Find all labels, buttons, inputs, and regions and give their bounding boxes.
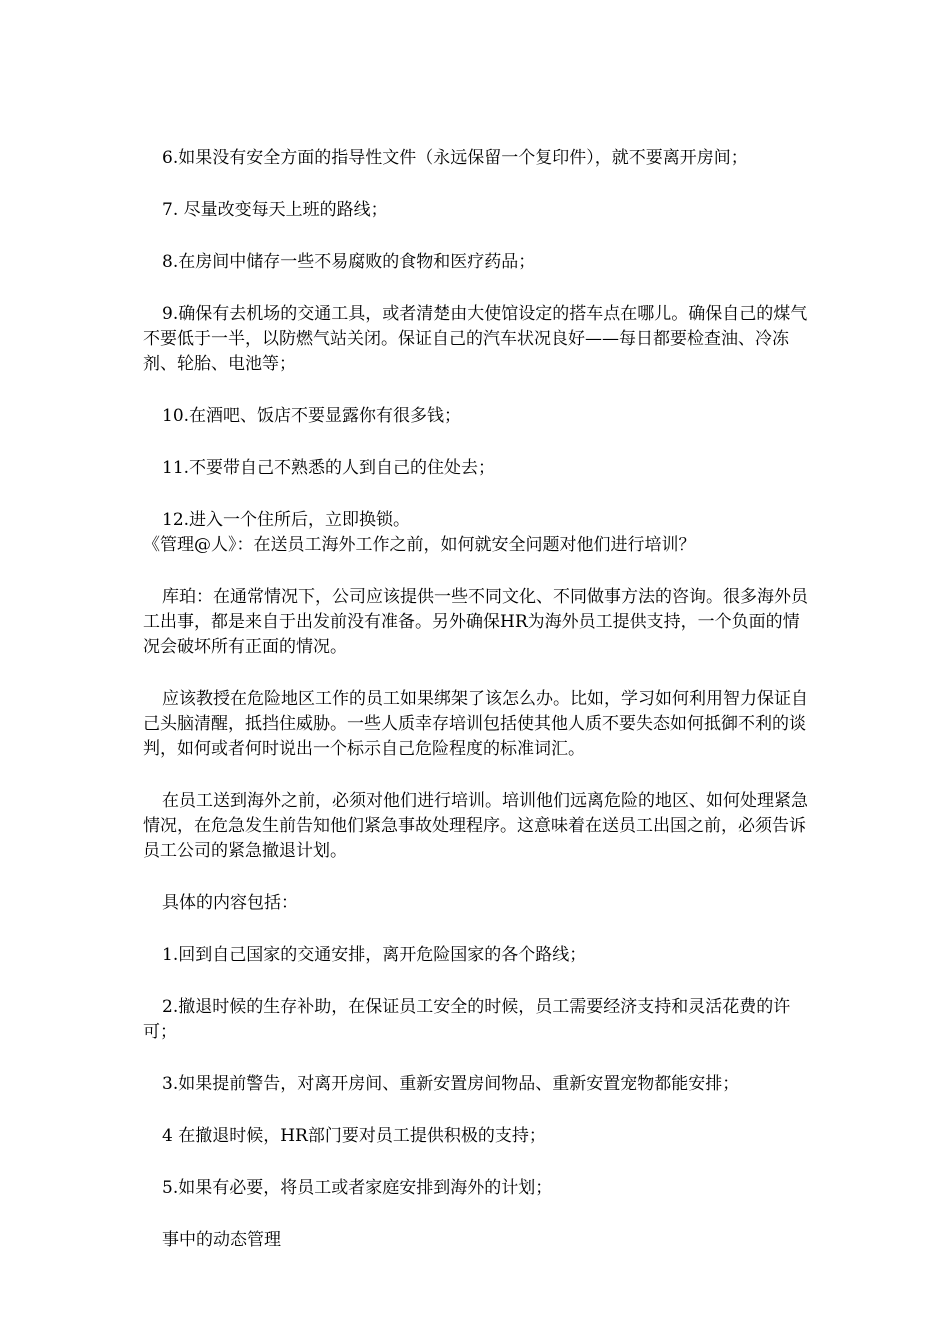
content-intro: 具体的内容包括： <box>162 893 298 913</box>
section-heading: 事中的动态管理 <box>162 1230 281 1250</box>
content-item-2: 2.撤退时候的生存补助，在保证员工安全的时候，员工需要经济支持和灵活花费的许可； <box>143 997 791 1042</box>
answer-paragraph-2: 应该教授在危险地区工作的员工如果绑架了该怎么办。比如，学习如何利用智力保证自己头脑清醒，抵挡住威胁。一些人质幸存培训包括使其他人质不要失态如何抵御不利的谈判，如何或者何时说出一个标示自己危险程度的标准词汇。 <box>143 689 808 759</box>
list-item-12: 12.进入一个住所后，立即换锁。 <box>162 510 411 530</box>
content-item-5: 5.如果有必要，将员工或者家庭安排到海外的计划； <box>162 1178 553 1198</box>
list-item-11: 11.不要带自己不熟悉的人到自己的住处去； <box>162 458 496 478</box>
answer-paragraph-1: 库珀：在通常情况下，公司应该提供一些不同文化、不同做事方法的咨询。很多海外员工出事，都是来自于出发前没有准备。另外确保HR为海外员工提供支持，一个负面的情况会破坏所有正面的情况。 <box>143 587 808 657</box>
list-item-10: 10.在酒吧、饭店不要显露你有很多钱； <box>162 406 462 426</box>
content-item-1: 1.回到自己国家的交通安排，离开危险国家的各个路线； <box>162 945 587 965</box>
list-item-8: 8.在房间中储存一些不易腐败的食物和医疗药品； <box>162 252 536 272</box>
content-item-3: 3.如果提前警告，对离开房间、重新安置房间物品、重新安置宠物都能安排； <box>162 1074 740 1094</box>
list-item-7: 7. 尽量改变每天上班的路线； <box>162 200 388 220</box>
interview-question: 《管理@人》：在送员工海外工作之前，如何就安全问题对他们进行培训？ <box>143 535 696 555</box>
answer-paragraph-3: 在员工送到海外之前，必须对他们进行培训。培训他们远离危险的地区、如何处理紧急情况，在危急发生前告知他们紧急事故处理程序。这意味着在送员工出国之前，必须告诉员工公司的紧急撤退计划。 <box>143 791 808 861</box>
content-item-4: 4 在撤退时候，HR部门要对员工提供积极的支持； <box>162 1126 546 1146</box>
list-item-6: 6.如果没有安全方面的指导性文件（永远保留一个复印件），就不要离开房间； <box>162 148 748 168</box>
list-item-9: 9.确保有去机场的交通工具，或者清楚由大使馆设定的搭车点在哪儿。确保自己的煤气不要低于一半，以防燃气站关闭。保证自己的汽车状况良好——每日都要检查油、冷冻剂、轮胎、电池等； <box>143 304 808 374</box>
document-page <box>143 146 815 1253</box>
